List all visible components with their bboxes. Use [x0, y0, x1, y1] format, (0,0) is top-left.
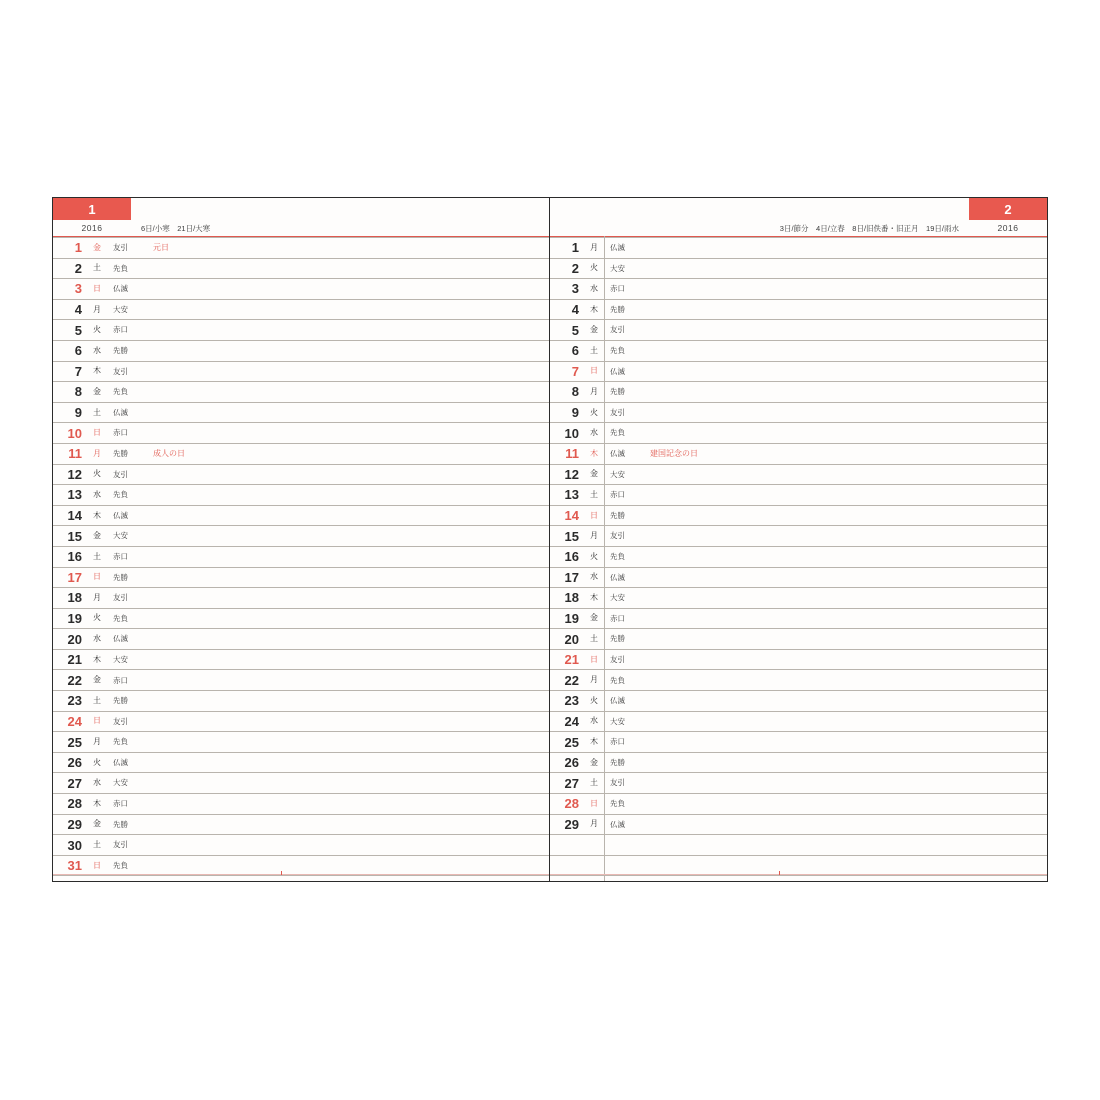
day-number: 6: [74, 343, 82, 359]
day-of-week: 土: [590, 345, 598, 355]
table-row[interactable]: [550, 362, 1047, 383]
day-number: 28: [564, 796, 579, 812]
rokuyo-label: 先勝: [610, 757, 625, 767]
table-row[interactable]: [53, 712, 549, 733]
day-of-week: 月: [93, 737, 101, 747]
table-row[interactable]: [550, 526, 1047, 547]
calendar-spread: [52, 197, 1048, 882]
left-page-header: [53, 198, 549, 220]
day-of-week: 水: [93, 489, 101, 499]
rokuyo-label: 赤口: [113, 799, 128, 809]
rokuyo-label: 友引: [610, 654, 625, 664]
day-number: 8: [571, 384, 579, 400]
day-number: 10: [564, 425, 579, 441]
rokuyo-label: 先負: [610, 799, 625, 809]
day-number: 15: [564, 528, 579, 544]
day-of-week: 日: [93, 428, 101, 438]
day-number: 20: [564, 631, 579, 647]
rokuyo-label: 友引: [113, 840, 128, 850]
day-number: 18: [67, 590, 82, 606]
day-number: 22: [67, 672, 82, 688]
rokuyo-label: 仏滅: [610, 819, 625, 829]
day-number: 7: [571, 363, 579, 379]
rokuyo-label: 仏滅: [610, 448, 625, 458]
rokuyo-label: 友引: [610, 531, 625, 541]
day-of-week: 火: [93, 613, 101, 623]
day-number: 29: [564, 816, 579, 832]
rokuyo-label: 赤口: [113, 551, 128, 561]
day-of-week: 火: [590, 695, 598, 705]
table-row[interactable]: [53, 403, 549, 424]
rokuyo-label: 先負: [113, 737, 128, 747]
rokuyo-label: 先負: [610, 428, 625, 438]
rokuyo-label: 先勝: [113, 448, 128, 458]
day-of-week: 火: [590, 551, 598, 561]
table-row[interactable]: [550, 650, 1047, 671]
rokuyo-label: 先勝: [113, 696, 128, 706]
day-number: 30: [67, 837, 82, 853]
day-number: 12: [564, 466, 579, 482]
rokuyo-label: 先勝: [610, 634, 625, 644]
day-number: 27: [564, 775, 579, 791]
day-of-week: 日: [590, 654, 598, 664]
table-row[interactable]: [550, 568, 1047, 589]
rokuyo-label: 先負: [113, 613, 128, 623]
day-of-week: 月: [590, 386, 598, 396]
rokuyo-label: 友引: [610, 325, 625, 335]
rokuyo-label: 友引: [610, 778, 625, 788]
day-of-week: 月: [590, 675, 598, 685]
table-row[interactable]: [550, 485, 1047, 506]
left-footer-rule: [53, 874, 549, 875]
day-number: 11: [68, 446, 82, 462]
day-number: 27: [67, 775, 82, 791]
rokuyo-label: 先勝: [113, 572, 128, 582]
day-of-week: 木: [93, 510, 101, 520]
rokuyo-label: 先負: [610, 346, 625, 356]
day-of-week: 水: [93, 345, 101, 355]
day-number: 23: [564, 693, 579, 709]
rokuyo-label: 仏滅: [113, 284, 128, 294]
table-row[interactable]: [550, 835, 1047, 856]
rokuyo-label: 友引: [113, 469, 128, 479]
day-number: 16: [67, 549, 82, 565]
table-row[interactable]: [53, 506, 549, 527]
rokuyo-label: 大安: [113, 778, 128, 788]
day-of-week: 日: [93, 716, 101, 726]
day-of-week: 土: [93, 407, 101, 417]
day-number: 19: [564, 610, 579, 626]
day-of-week: 日: [590, 798, 598, 808]
header-spacer-left: [131, 198, 549, 220]
rokuyo-label: 赤口: [610, 613, 625, 623]
day-of-week: 金: [590, 325, 598, 335]
rokuyo-label: 赤口: [610, 737, 625, 747]
day-number: 7: [74, 363, 82, 379]
day-of-week: 土: [93, 263, 101, 273]
right-day-rows: [550, 237, 1047, 876]
day-number: 26: [67, 755, 82, 771]
rokuyo-label: 友引: [113, 593, 128, 603]
day-number: 2: [571, 260, 579, 276]
day-number: 18: [564, 590, 579, 606]
table-row[interactable]: [550, 732, 1047, 753]
year-label-right: 2016: [997, 223, 1019, 233]
day-number: 21: [564, 652, 579, 668]
table-row[interactable]: [53, 465, 549, 486]
rokuyo-label: 赤口: [113, 325, 128, 335]
rokuyo-label: 先勝: [610, 304, 625, 314]
day-of-week: 水: [93, 634, 101, 644]
day-of-week: 水: [590, 716, 598, 726]
day-number: 15: [67, 528, 82, 544]
day-number: 31: [67, 858, 82, 874]
day-number: 24: [564, 713, 579, 729]
day-of-week: 火: [93, 469, 101, 479]
day-number: 22: [564, 672, 579, 688]
left-subheader: [53, 220, 549, 237]
day-number: 1: [571, 240, 579, 256]
right-footer-tick: [779, 871, 780, 875]
day-of-week: 金: [93, 675, 101, 685]
day-number: 12: [67, 466, 82, 482]
day-number: 10: [67, 425, 82, 441]
day-number: 9: [74, 405, 82, 421]
day-number: 2: [74, 260, 82, 276]
rokuyo-label: 大安: [113, 304, 128, 314]
day-of-week: 火: [93, 325, 101, 335]
rokuyo-label: 先負: [113, 387, 128, 397]
table-row[interactable]: [53, 279, 549, 300]
table-row[interactable]: [550, 382, 1047, 403]
solar-terms-right: 3日/節分 4日/立春 8日/旧佚番・旧正月 19日/雨水: [779, 223, 959, 233]
rokuyo-label: 大安: [610, 469, 625, 479]
day-of-week: 水: [590, 283, 598, 293]
right-page-header: [550, 198, 1047, 220]
table-row[interactable]: [53, 382, 549, 403]
day-number: 14: [67, 508, 82, 524]
table-row[interactable]: [550, 547, 1047, 568]
day-number: 5: [74, 322, 82, 338]
day-of-week: 日: [590, 510, 598, 520]
day-number: 5: [571, 322, 579, 338]
day-number: 8: [74, 384, 82, 400]
day-of-week: 水: [590, 572, 598, 582]
day-of-week: 日: [93, 860, 101, 870]
day-of-week: 金: [590, 613, 598, 623]
rokuyo-label: 先負: [113, 860, 128, 870]
day-of-week: 木: [93, 366, 101, 376]
day-of-week: 木: [93, 654, 101, 664]
rokuyo-label: 先負: [610, 551, 625, 561]
right-page-vertical-rule: [604, 236, 605, 881]
day-of-week: 金: [93, 531, 101, 541]
table-row[interactable]: [53, 362, 549, 383]
table-row[interactable]: [550, 794, 1047, 815]
table-row[interactable]: [53, 423, 549, 444]
rokuyo-label: 先勝: [113, 346, 128, 356]
rokuyo-label: 大安: [113, 531, 128, 541]
table-row[interactable]: [53, 444, 549, 465]
table-row[interactable]: [53, 609, 549, 630]
table-row[interactable]: [550, 629, 1047, 650]
day-number: 20: [67, 631, 82, 647]
table-row[interactable]: [550, 609, 1047, 630]
table-row[interactable]: [550, 670, 1047, 691]
day-of-week: 金: [590, 757, 598, 767]
rokuyo-label: 仏滅: [113, 407, 128, 417]
day-of-week: 月: [590, 531, 598, 541]
day-number: 19: [67, 610, 82, 626]
day-of-week: 土: [590, 778, 598, 788]
day-of-week: 土: [93, 551, 101, 561]
day-number: 13: [564, 487, 579, 503]
table-row[interactable]: [53, 547, 549, 568]
day-of-week: 月: [93, 592, 101, 602]
day-number: 3: [571, 281, 579, 297]
header-spacer-right: [550, 198, 969, 220]
solar-terms-left: 6日/小寒 21日/大寒: [141, 223, 211, 233]
left-page: [53, 198, 550, 881]
day-number: 21: [67, 652, 82, 668]
rokuyo-label: 先勝: [610, 510, 625, 520]
table-row[interactable]: [53, 670, 549, 691]
day-of-week: 月: [590, 242, 598, 252]
rokuyo-label: 仏滅: [610, 366, 625, 376]
day-number: 11: [565, 446, 579, 462]
day-number: 9: [571, 405, 579, 421]
rokuyo-label: 仏滅: [113, 757, 128, 767]
table-row[interactable]: [550, 465, 1047, 486]
rokuyo-label: 先負: [610, 675, 625, 685]
day-number: 4: [74, 302, 82, 318]
day-of-week: 水: [93, 778, 101, 788]
rokuyo-label: 先負: [113, 263, 128, 273]
table-row[interactable]: [550, 341, 1047, 362]
day-of-week: 月: [93, 448, 101, 458]
rokuyo-label: 大安: [610, 593, 625, 603]
table-row[interactable]: [550, 691, 1047, 712]
rokuyo-label: 大安: [610, 716, 625, 726]
day-of-week: 土: [93, 840, 101, 850]
day-of-week: 日: [93, 283, 101, 293]
day-number: 25: [67, 734, 82, 750]
event-note[interactable]: 成人の日: [153, 448, 185, 458]
month-tab-left: 1: [53, 198, 131, 220]
right-page: [550, 198, 1047, 881]
rokuyo-label: 先勝: [610, 387, 625, 397]
rokuyo-label: 赤口: [610, 284, 625, 294]
right-footer-rule: [550, 874, 1047, 875]
rokuyo-label: 大安: [610, 263, 625, 273]
left-day-rows: [53, 237, 549, 876]
day-number: 1: [74, 240, 82, 256]
table-row[interactable]: [550, 423, 1047, 444]
day-of-week: 土: [93, 695, 101, 705]
table-row[interactable]: [53, 835, 549, 856]
day-of-week: 木: [590, 448, 598, 458]
rokuyo-label: 赤口: [610, 490, 625, 500]
table-row[interactable]: [53, 650, 549, 671]
table-row[interactable]: [550, 238, 1047, 259]
day-of-week: 木: [590, 592, 598, 602]
table-row[interactable]: [550, 753, 1047, 774]
day-number: 17: [67, 569, 82, 585]
rokuyo-label: 仏滅: [610, 243, 625, 253]
table-row[interactable]: [550, 773, 1047, 794]
day-of-week: 木: [93, 798, 101, 808]
table-row[interactable]: [53, 629, 549, 650]
day-of-week: 土: [590, 489, 598, 499]
table-row[interactable]: [550, 259, 1047, 280]
day-number: 6: [571, 343, 579, 359]
table-row[interactable]: [53, 320, 549, 341]
table-row[interactable]: [550, 279, 1047, 300]
day-of-week: 火: [93, 757, 101, 767]
year-label-left: 2016: [81, 223, 103, 233]
table-row[interactable]: [550, 320, 1047, 341]
day-number: 16: [564, 549, 579, 565]
day-number: 4: [571, 302, 579, 318]
day-number: 26: [564, 755, 579, 771]
day-of-week: 金: [93, 242, 101, 252]
day-of-week: 土: [590, 634, 598, 644]
day-number: 25: [564, 734, 579, 750]
day-of-week: 水: [590, 428, 598, 438]
rokuyo-label: 先勝: [113, 819, 128, 829]
rokuyo-label: 仏滅: [610, 572, 625, 582]
rokuyo-label: 仏滅: [610, 696, 625, 706]
table-row[interactable]: [550, 588, 1047, 609]
table-row[interactable]: [53, 794, 549, 815]
rokuyo-label: 赤口: [113, 675, 128, 685]
table-row[interactable]: [53, 691, 549, 712]
right-subheader: [550, 220, 1047, 237]
rokuyo-label: 友引: [113, 366, 128, 376]
table-row[interactable]: [550, 506, 1047, 527]
table-row[interactable]: [53, 238, 549, 259]
table-row[interactable]: [550, 712, 1047, 733]
table-row[interactable]: [550, 444, 1047, 465]
day-of-week: 火: [590, 407, 598, 417]
day-of-week: 金: [93, 386, 101, 396]
rokuyo-label: 友引: [113, 716, 128, 726]
rokuyo-label: 仏滅: [113, 510, 128, 520]
event-note[interactable]: 元日: [153, 242, 169, 252]
event-note[interactable]: 建国記念の日: [650, 448, 698, 458]
table-row[interactable]: [53, 526, 549, 547]
month-tab-right: 2: [969, 198, 1047, 220]
day-number: 17: [564, 569, 579, 585]
day-number: 28: [67, 796, 82, 812]
day-number: 13: [67, 487, 82, 503]
rokuyo-label: 仏滅: [113, 634, 128, 644]
table-row[interactable]: [550, 403, 1047, 424]
table-row[interactable]: [53, 732, 549, 753]
day-of-week: 木: [590, 304, 598, 314]
table-row[interactable]: [53, 259, 549, 280]
day-number: 29: [67, 816, 82, 832]
table-row[interactable]: [53, 341, 549, 362]
left-footer-tick: [281, 871, 282, 875]
day-of-week: 火: [590, 263, 598, 273]
table-row[interactable]: [550, 300, 1047, 321]
day-of-week: 日: [590, 366, 598, 376]
day-of-week: 金: [93, 819, 101, 829]
day-of-week: 木: [590, 737, 598, 747]
day-of-week: 日: [93, 572, 101, 582]
table-row[interactable]: [53, 485, 549, 506]
table-row[interactable]: [53, 773, 549, 794]
day-number: 23: [67, 693, 82, 709]
table-row[interactable]: [53, 588, 549, 609]
day-number: 14: [564, 508, 579, 524]
day-of-week: 月: [590, 819, 598, 829]
table-row[interactable]: [550, 815, 1047, 836]
table-row[interactable]: [53, 300, 549, 321]
rokuyo-label: 友引: [113, 243, 128, 253]
rokuyo-label: 大安: [113, 654, 128, 664]
day-of-week: 金: [590, 469, 598, 479]
rokuyo-label: 先負: [113, 490, 128, 500]
table-row[interactable]: [53, 568, 549, 589]
day-of-week: 月: [93, 304, 101, 314]
rokuyo-label: 赤口: [113, 428, 128, 438]
day-number: 3: [74, 281, 82, 297]
rokuyo-label: 友引: [610, 407, 625, 417]
table-row[interactable]: [53, 753, 549, 774]
table-row[interactable]: [53, 815, 549, 836]
day-number: 24: [67, 713, 82, 729]
